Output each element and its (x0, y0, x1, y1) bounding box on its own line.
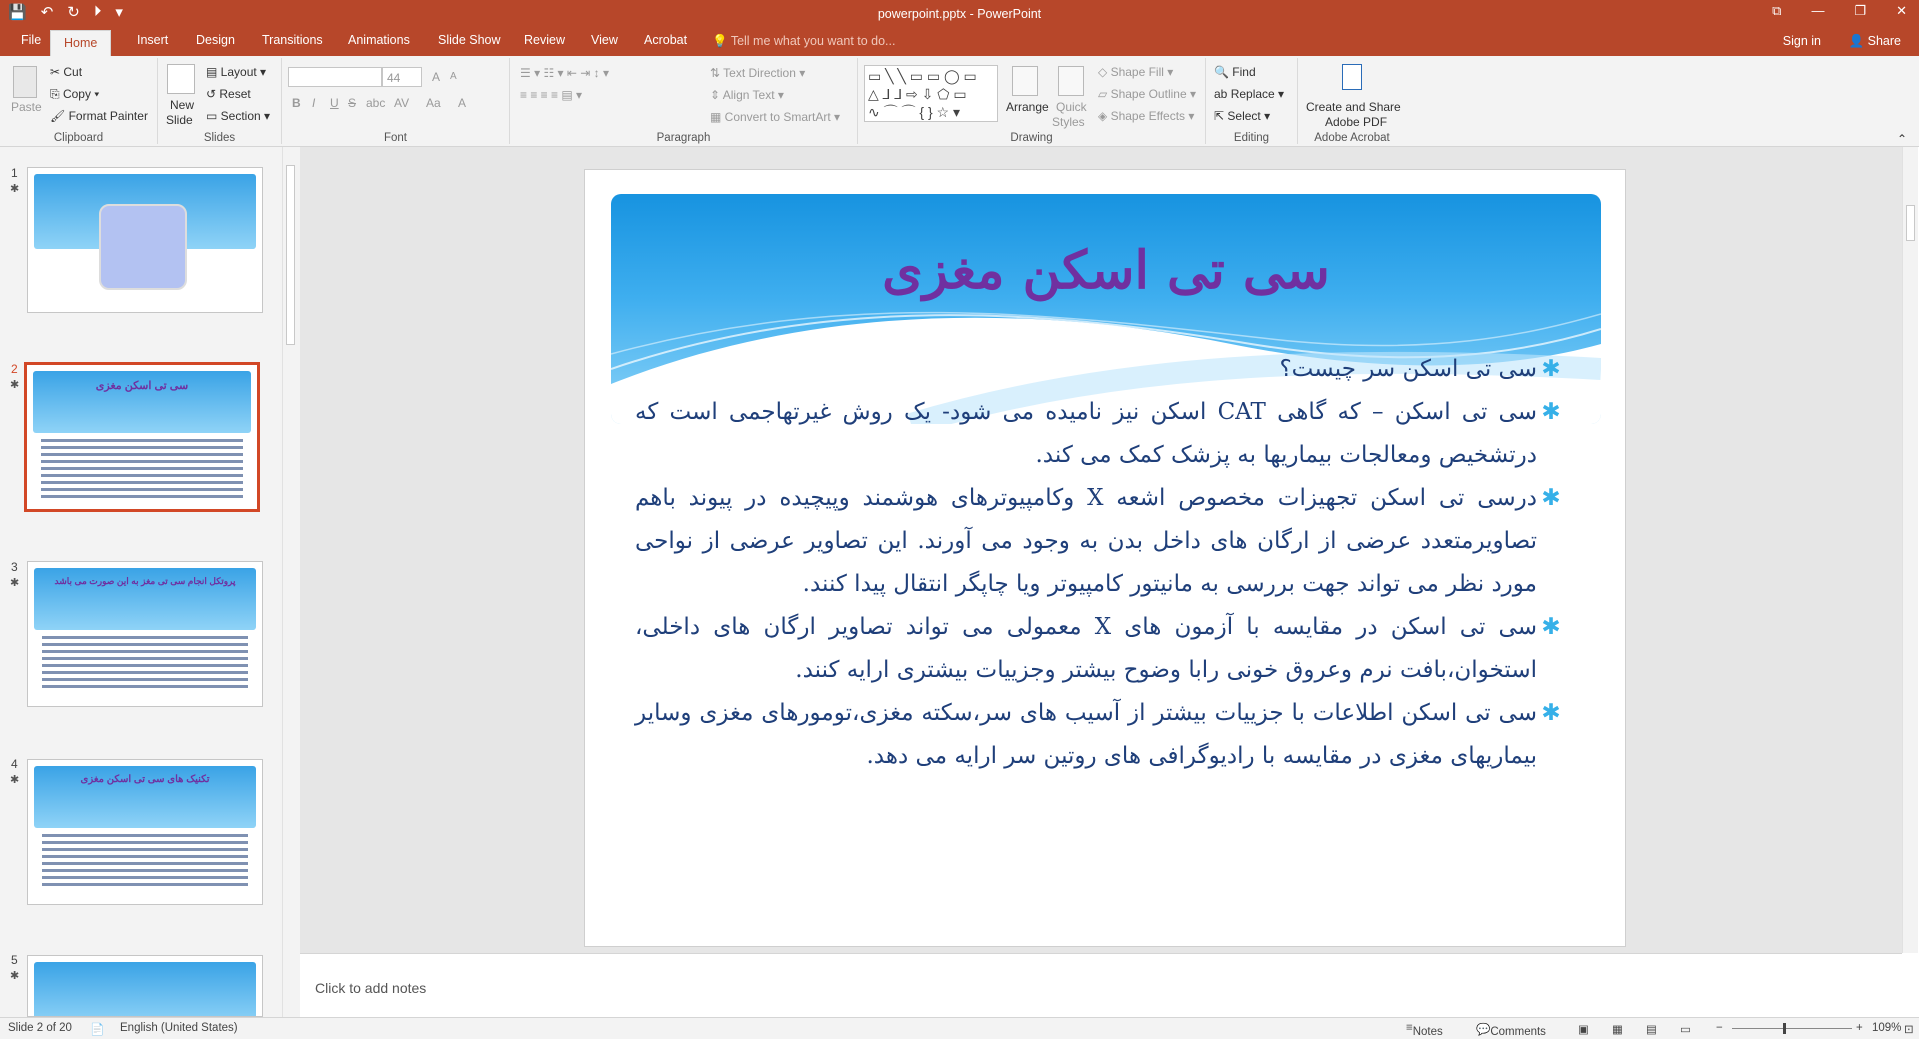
bullet-text: سی تی اسکن – که گاهی CAT اسکن نیز نامیده می شود- یک روش غیرتهاجمی است که درتشخیص ومعالجات بیماریها به پزشک کمک می کند. (635, 399, 1538, 468)
calligraphy-image (99, 204, 187, 290)
sign-in-link[interactable]: Sign in (1782, 34, 1821, 48)
thumb-body (42, 830, 248, 890)
spelling-icon[interactable]: 📄 (90, 1024, 105, 1036)
bullets-icon[interactable]: ☰ ▾ ☷ ▾ ⇤ ⇥ ↕ ▾ (520, 66, 610, 80)
tab-file[interactable]: File (21, 33, 42, 47)
tell-me-search[interactable] (712, 34, 895, 49)
tab-slide-show[interactable]: Slide Show (438, 33, 501, 47)
maximize-button[interactable]: ❐ (1854, 3, 1867, 18)
bullet-marker-icon: ✱ (1541, 485, 1561, 511)
slides-group (158, 58, 282, 144)
new-slide-icon[interactable] (167, 64, 195, 94)
arrange-button[interactable]: Arrange (1006, 100, 1049, 114)
zoom-in-icon[interactable]: + (1856, 1022, 1863, 1034)
text-direction-button[interactable]: ⇅ Text Direction ▾ (710, 66, 806, 80)
format-painter-button[interactable]: 🖌 Format Painter (50, 109, 148, 123)
slides-group-label: Slides (203, 132, 236, 144)
drawing-group (858, 58, 1206, 144)
paragraph-group (510, 58, 858, 144)
acrobat-group (1298, 58, 1406, 144)
thumb-body (41, 435, 243, 502)
convert-smartart-label: Convert to SmartArt (724, 110, 831, 124)
tab-home[interactable]: Home (50, 30, 111, 56)
find-label: Find (1232, 65, 1256, 79)
notes-toggle-label: Notes (1412, 1026, 1443, 1038)
editor-scrollbar[interactable] (1902, 147, 1918, 953)
thumbnails-scrollbar[interactable] (282, 147, 298, 1017)
bullet-text: سی تی اسکن اطلاعات با جزییات بیشتر از آسیب های سر،سکته مغزی،تومورهای مغزی وسایر بیماریهای مغزی در مقایسه با رادیوگرافی های روتین سر ارایه می دهد. (635, 700, 1537, 769)
quick-styles-button[interactable]: Quick (1056, 100, 1087, 114)
align-text-label: Align Text (722, 88, 775, 102)
fit-to-window-icon[interactable]: ⊡ (1904, 1024, 1914, 1036)
find-button[interactable]: 🔍 Find (1214, 65, 1256, 79)
pdf-icon[interactable] (1342, 64, 1362, 90)
paste-button[interactable]: Paste (11, 100, 42, 114)
tab-transitions[interactable]: Transitions (262, 33, 323, 47)
tab-insert[interactable]: Insert (137, 33, 169, 47)
slide-title[interactable]: سی تی اسکن مغزی (882, 240, 1330, 301)
shape-effects-button[interactable]: ◈ Shape Effects ▾ (1098, 109, 1195, 123)
thumb-number: 1 (11, 166, 18, 180)
redo-icon[interactable]: ↻ (67, 4, 80, 21)
shape-outline-button[interactable]: ▱ Shape Outline ▾ (1098, 87, 1196, 101)
slide-thumbnail-1[interactable] (27, 167, 263, 313)
bold-button[interactable]: B (292, 96, 301, 110)
bullet-text: سی تی اسکن در مقایسه با آزمون های X معمولی می تواند تصاویر ارگان های داخلی، استخوان،بافت نرم وعروق خونی رابا وضوح بیشتر وجزییات بیشتری ارایه کنند. (635, 614, 1537, 683)
bullet-item (635, 391, 1565, 477)
bullet-marker-icon: ✱ (1541, 399, 1561, 425)
layout-label: Layout (220, 65, 257, 79)
create-share-pdf-button[interactable]: Create and Share (1306, 100, 1401, 114)
editing-group-label: Editing (1233, 132, 1270, 144)
scrollbar-thumb[interactable] (1906, 205, 1915, 241)
shape-fill-button[interactable]: ◇ Shape Fill ▾ (1098, 65, 1174, 79)
new-slide-label-2[interactable]: Slide (166, 113, 193, 127)
section-label: Section (220, 109, 261, 123)
customize-qat-icon[interactable]: ▾ (115, 4, 123, 21)
lightbulb-icon: 💡 (712, 34, 731, 48)
animation-star-icon: ✱ (10, 774, 20, 786)
layout-button[interactable]: ▤ Layout ▾ (206, 65, 267, 79)
animation-star-icon: ✱ (10, 577, 20, 589)
slide-body[interactable] (635, 348, 1565, 778)
acrobat-group-label: Adobe Acrobat (1314, 132, 1390, 144)
shape-effects-label: Shape Effects (1110, 109, 1186, 123)
slide-counter: Slide 2 of 20 (8, 1022, 72, 1034)
reset-label: Reset (219, 87, 251, 101)
zoom-slider[interactable] (1732, 1028, 1852, 1029)
italic-button[interactable]: I (312, 96, 316, 110)
new-slide-label[interactable]: New (170, 98, 195, 112)
share-button[interactable] (1849, 34, 1901, 49)
thumb-title: سی تی اسکن مغزی (95, 380, 189, 392)
notes-placeholder[interactable]: Click to add notes (315, 980, 427, 996)
editing-group (1206, 58, 1298, 144)
close-button[interactable]: ✕ (1896, 3, 1907, 18)
ribbon-tabs (0, 27, 1919, 56)
thumb-number: 2 (11, 362, 18, 376)
shape-fill-label: Shape Fill (1110, 65, 1164, 79)
grow-font-button[interactable]: A (432, 70, 441, 84)
bullet-marker-icon: ✱ (1541, 614, 1561, 640)
slide-thumbnails-pane[interactable] (0, 147, 300, 1017)
normal-view-icon[interactable]: ▣ (1578, 1024, 1589, 1036)
slide-sorter-icon[interactable]: ▦ (1612, 1024, 1623, 1036)
change-case-button[interactable]: Aa (426, 96, 441, 110)
thumb-title: تکنیک های سی تی اسکن مغزی (80, 774, 210, 785)
drawing-group-label: Drawing (1010, 132, 1053, 144)
font-name-input[interactable] (288, 67, 382, 87)
quick-styles-button-2[interactable]: Styles (1052, 115, 1085, 129)
replace-label: Replace (1230, 87, 1275, 101)
select-button[interactable]: ⇱ Select ▾ (1214, 109, 1271, 123)
tell-me-label: Tell me what you want to do... (730, 34, 896, 48)
copy-label: Copy (62, 87, 91, 101)
comments-toggle-label: Comments (1490, 1026, 1546, 1038)
cut-label: Cut (63, 65, 83, 79)
person-icon: 👤 (1848, 34, 1868, 48)
arrange-icon[interactable] (1012, 66, 1038, 96)
minimize-button[interactable]: — (1811, 3, 1825, 18)
shrink-font-button[interactable]: A (450, 71, 457, 82)
tab-review[interactable]: Review (524, 33, 565, 47)
section-button[interactable]: ▭ Section ▾ (206, 109, 271, 123)
bullet-marker-icon: ✱ (1541, 356, 1561, 382)
notes-pane[interactable] (300, 953, 1902, 1017)
select-label: Select (1227, 109, 1261, 123)
comments-toggle[interactable]: 💬 Comments (1476, 1024, 1546, 1038)
strikethrough-button[interactable]: S (348, 96, 357, 110)
tab-animations[interactable]: Animations (348, 33, 410, 47)
slide-thumbnail-2[interactable] (24, 362, 260, 512)
zoom-level[interactable]: 109% (1872, 1022, 1902, 1034)
animation-star-icon: ✱ (10, 970, 20, 982)
bullet-item (635, 477, 1565, 606)
bullet-text: سی تی اسکن سر چیست؟ (1279, 356, 1537, 382)
font-color-button[interactable]: A (458, 96, 467, 110)
thumb-body (42, 632, 248, 692)
thumb-number: 3 (11, 560, 18, 574)
paste-icon[interactable] (13, 66, 37, 98)
bullet-marker-icon: ✱ (1541, 700, 1561, 726)
quick-styles-icon[interactable] (1058, 66, 1084, 96)
character-spacing-button[interactable]: AV (394, 96, 410, 110)
zoom-slider-thumb[interactable] (1783, 1023, 1786, 1034)
convert-smartart-button[interactable]: ▦ Convert to SmartArt ▾ (710, 110, 841, 124)
slide-thumbnail-3[interactable] (27, 561, 263, 707)
window-title: powerpoint.pptx - PowerPoint (877, 7, 1042, 21)
slide-thumbnail-4[interactable] (27, 759, 263, 905)
thumb-number: 4 (11, 757, 18, 771)
bullet-item (635, 348, 1565, 391)
title-bar (0, 0, 1919, 27)
status-bar (0, 1017, 1919, 1039)
thumb-title: پروتکل انجام سی تی مغز به این صورت می باشد (54, 576, 236, 586)
align-icons[interactable]: ≡ ≡ ≡ ≡ ▤ ▾ (520, 88, 583, 102)
undo-icon[interactable]: ↶ (40, 4, 54, 21)
tab-view[interactable]: View (591, 33, 618, 47)
collapse-ribbon-icon[interactable]: ⌃ (1896, 132, 1907, 146)
window-controls (1772, 3, 1907, 19)
font-group-label: Font (383, 132, 407, 144)
bullet-item (635, 606, 1565, 692)
animation-star-icon: ✱ (10, 379, 20, 391)
text-shadow-button[interactable]: abc (366, 96, 386, 110)
reading-view-icon[interactable]: ▤ (1646, 1024, 1657, 1036)
tab-design[interactable]: Design (196, 33, 235, 47)
cut-button[interactable]: ✂ Cut (50, 65, 83, 79)
tab-acrobat[interactable]: Acrobat (644, 33, 688, 47)
copy-button[interactable]: ⎘ Copy ▾ (50, 87, 100, 101)
scrollbar-thumb[interactable] (286, 165, 295, 345)
slide-thumbnail-5[interactable] (27, 955, 263, 1017)
start-from-beginning-icon[interactable]: ⏵ (93, 3, 102, 20)
share-label: Share (1867, 34, 1901, 48)
font-size-input[interactable]: 44 (382, 67, 422, 87)
thumb-header (34, 962, 256, 1017)
slide-canvas[interactable] (584, 169, 1626, 947)
ribbon-home (0, 56, 1919, 147)
format-painter-label: Format Painter (68, 109, 148, 123)
notes-toggle[interactable]: ≡ Notes (1406, 1022, 1443, 1038)
zoom-out-icon[interactable]: − (1716, 1022, 1723, 1034)
create-share-pdf-button-2[interactable]: Adobe PDF (1325, 115, 1388, 129)
ribbon-display-options-icon[interactable]: ⧉ (1772, 3, 1782, 18)
bullet-text: درسی تی اسکن تجهیزات مخصوص اشعه X وکامپیوترهای هوشمند وپیچیده در پیوند باهم تصاویرمتعدد عرضی از ارگان های داخل بدن به وجود می آورند. این تصاویر عرضی از نواحی مورد نظر می تواند جهت بررسی به مانیتور کامپیوتر ویا چاپگر انتقال پیدا کنند. (635, 485, 1538, 597)
underline-button[interactable]: U (330, 96, 339, 110)
font-group (282, 58, 510, 144)
bullet-item (635, 692, 1565, 778)
clipboard-group (0, 58, 158, 144)
language-indicator[interactable]: English (United States) (120, 1022, 238, 1034)
thumb-number: 5 (11, 953, 18, 967)
reset-button[interactable]: ↺ Reset (206, 87, 251, 101)
shapes-gallery[interactable]: ▭ ╲ ╲ ▭ ▭ ◯ ▭ △ ⅃ ⅃ ⇨ ⇩ ⬠ ▭ ∿ ⌒ ⌒ { } ☆ ▾ (864, 65, 998, 122)
shape-outline-label: Shape Outline (1110, 87, 1187, 101)
text-direction-label: Text Direction (723, 66, 796, 80)
align-text-button[interactable]: ⇕ Align Text ▾ (710, 88, 784, 102)
replace-button[interactable]: ab Replace ▾ (1214, 87, 1285, 101)
slide-show-icon[interactable]: ▭ (1680, 1024, 1691, 1036)
paragraph-group-label: Paragraph (656, 132, 711, 144)
animation-star-icon: ✱ (10, 183, 20, 195)
clipboard-group-label: Clipboard (53, 132, 104, 144)
save-icon[interactable]: 💾 (8, 4, 27, 21)
